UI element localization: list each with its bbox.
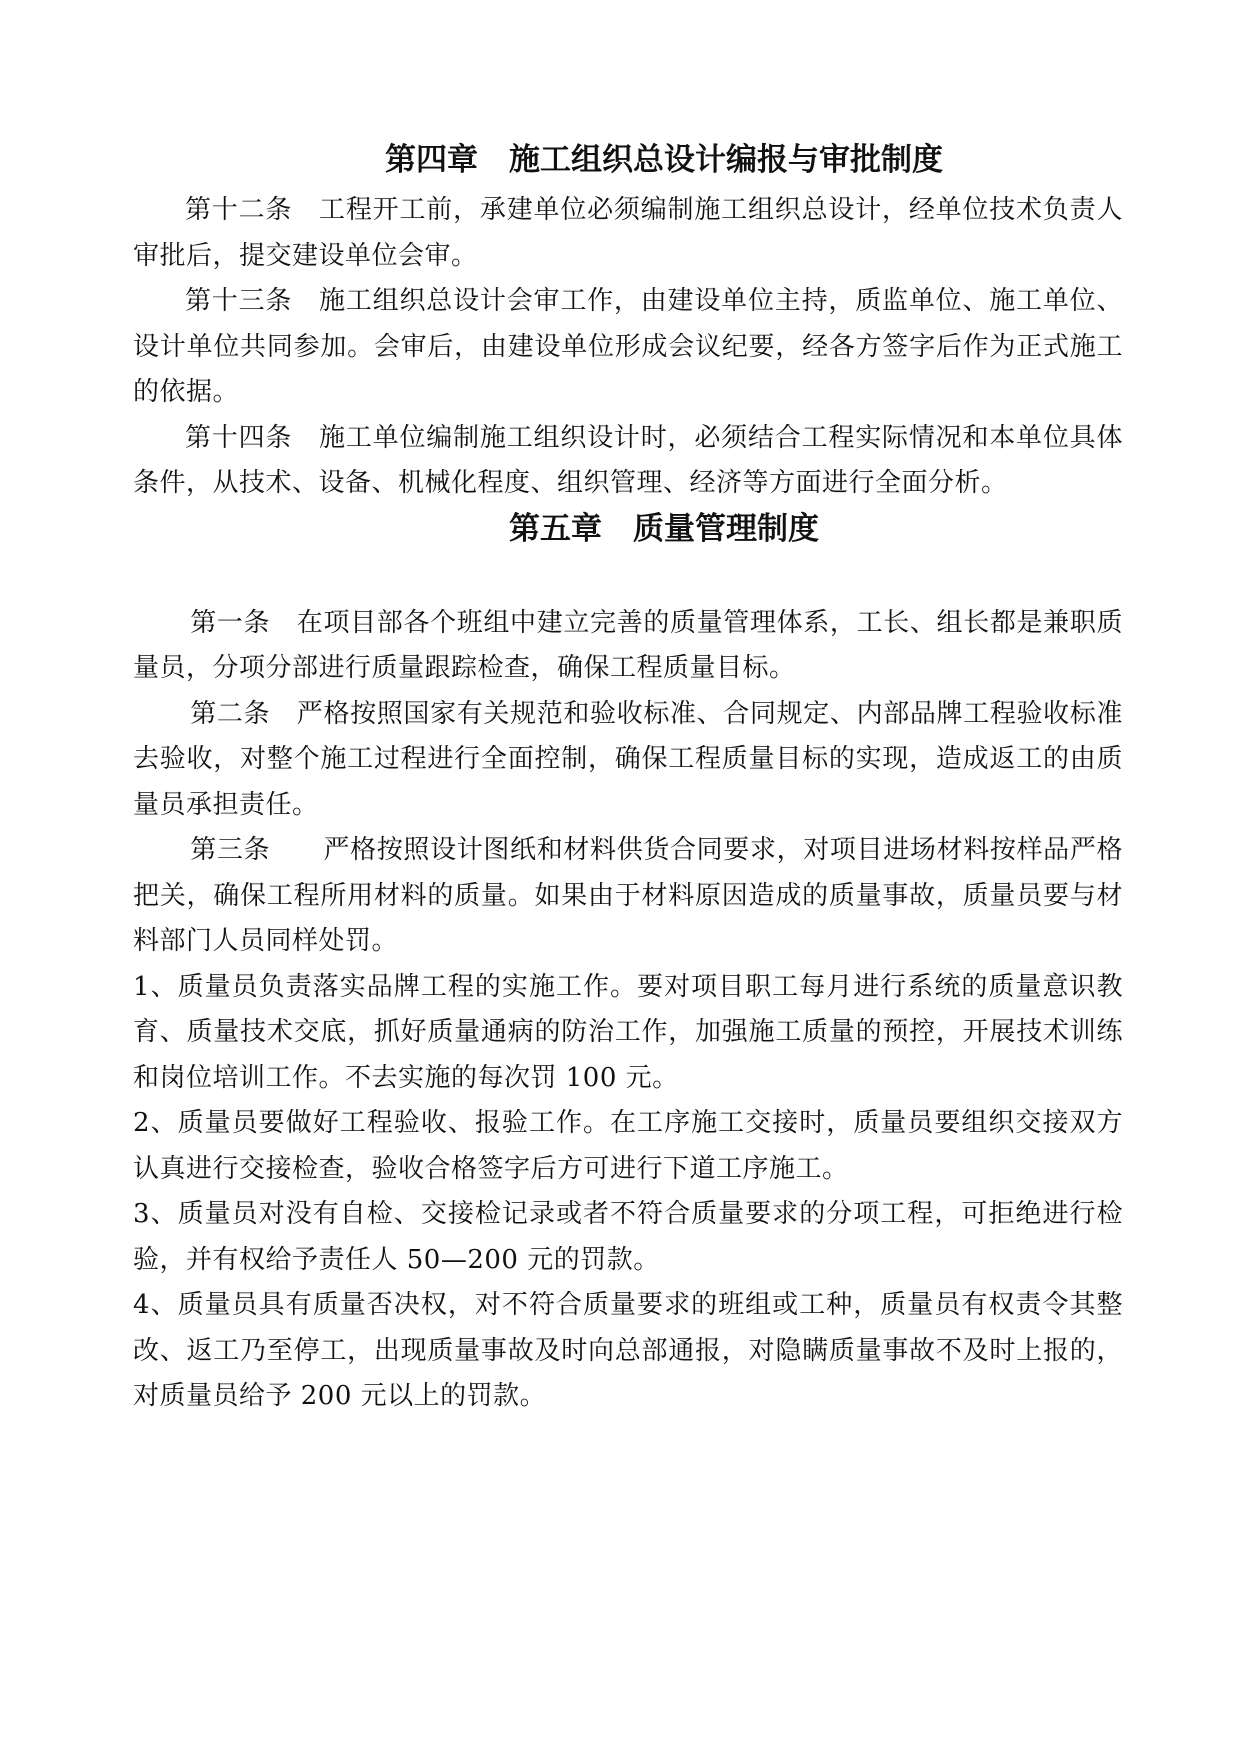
item-3: 3、质量员对没有自检、交接检记录或者不符合质量要求的分项工程，可拒绝进行检验，并有权给予责任人 50—200 元的罚款。 (133, 1199, 1123, 1275)
article-3: 第三条 严格按照设计图纸和材料供货合同要求，对项目进场材料按样品严格把关，确保工程所用材料的质量。如果由于材料原因造成的质量事故，质量员要与材料部门人员同样处罚。 (133, 835, 1123, 956)
chapter-5-title: 第五章 质量管理制度 (509, 510, 819, 547)
chapter-4-title: 第四章 施工组织总设计编报与审批制度 (385, 142, 943, 178)
article-1: 第一条 在项目部各个班组中建立完善的质量管理体系，工长、组长都是兼职质量员，分项分部进行质量跟踪检查，确保工程质量目标。 (133, 607, 1123, 683)
article-13: 第十三条 施工组织总设计会审工作，由建设单位主持，质监单位、施工单位、设计单位共同参加。会审后，由建设单位形成会议纪要，经各方签字后作为正式施工的依据。 (133, 286, 1123, 407)
item-4: 4、质量员具有质量否决权，对不符合质量要求的班组或工种，质量员有权责令其整改、返工乃至停工，出现质量事故及时向总部通报，对隐瞒质量事故不及时上报的，对质量员给予 200 元以上的罚款。 (133, 1290, 1123, 1411)
article-12: 第十二条 工程开工前，承建单位必须编制施工组织总设计，经单位技术负责人审批后，提交建设单位会审。 (133, 195, 1123, 271)
document-body (133, 138, 1123, 1420)
article-14: 第十四条 施工单位编制施工组织设计时，必须结合工程实际情况和本单位具体条件，从技术、设备、机械化程度、组织管理、经济等方面进行全面分析。 (133, 422, 1123, 498)
section-spacer (133, 557, 1123, 601)
item-1: 1、质量员负责落实品牌工程的实施工作。要对项目职工每月进行系统的质量意识教育、质量技术交底，抓好质量通病的防治工作，加强施工质量的预控，开展技术训练和岗位培训工作。不去实施的每次罚 100 元。 (133, 971, 1123, 1093)
article-2: 第二条 严格按照国家有关规范和验收标准、合同规定、内部品牌工程验收标准去验收，对整个施工过程进行全面控制，确保工程质量目标的实现，造成返工的由质量员承担责任。 (133, 698, 1123, 820)
item-2: 2、质量员要做好工程验收、报验工作。在工序施工交接时，质量员要组织交接双方认真进行交接检查，验收合格签字后方可进行下道工序施工。 (133, 1108, 1123, 1184)
